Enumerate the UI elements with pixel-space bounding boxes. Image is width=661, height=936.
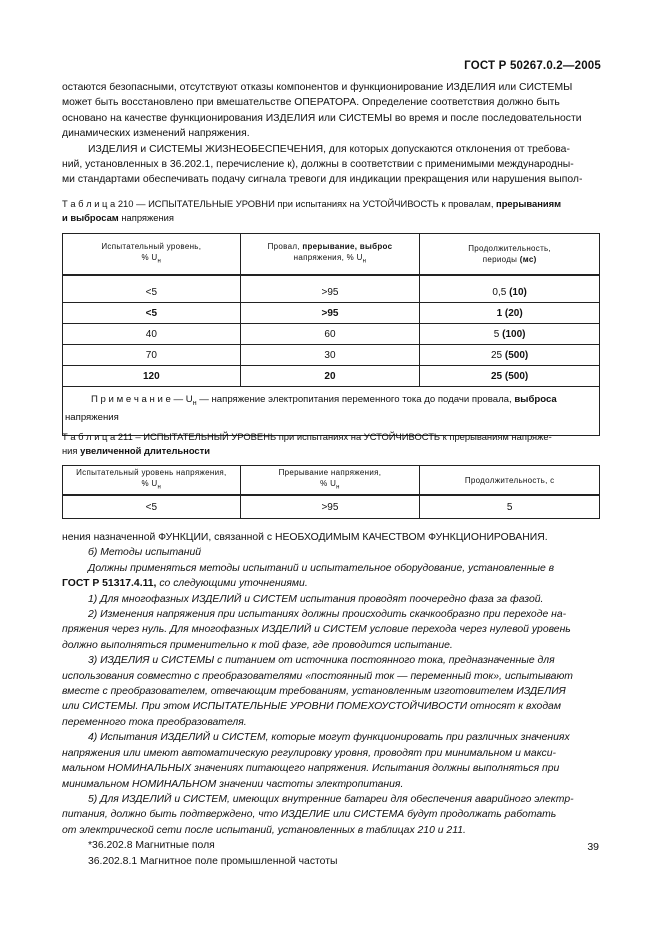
header-test-level: Испытательный уровень, % $U_н$ xyxy=(63,234,241,276)
subsection-heading: б) Методы испытаний xyxy=(88,547,202,559)
text-line: нения назначенной ФУНКЦИИ, связанной с НЕОБХОДИМЫМ КАЧЕСТВОМ ФУНКЦИОНИРОВАНИЯ. xyxy=(62,532,548,543)
table-210 xyxy=(62,233,600,436)
text-line: 1) Для многофазных ИЗДЕЛИЙ и СИСТЕМ испытания проводят поочередно фаза за фазой. xyxy=(88,593,544,605)
text-line: ний, установленных в 36.202.1, перечисление к), должны в соответствии с применимыми международны- xyxy=(62,159,574,171)
table-row: <5 >95 5 xyxy=(63,495,600,519)
text-line: от электрической сети после испытаний, установленных в таблицах 210 и 211. xyxy=(62,824,466,836)
text-line: питания, должно быть подтверждено, что ИЗДЕЛИЕ или СИСТЕМА будут продолжать работать xyxy=(62,809,557,821)
table-header-row xyxy=(63,234,600,276)
table-row: <5 >95 0,5 (10) xyxy=(63,275,600,303)
table-row: 120 20 25 (500) xyxy=(63,366,600,387)
text-line: динамических изменений напряжения. xyxy=(62,128,250,140)
text-line: напряжения или имеют автоматическую регулировку уровня, проводят при минимальном и макси- xyxy=(62,747,556,759)
text-line: ми стандартами обеспечивать подачу сигнала тревоги для индикации прекращения или нарушения выпол- xyxy=(62,174,583,186)
table-row: <5 >95 1 (20) xyxy=(63,303,600,324)
text-line: должно выполняться применительно к той фазе, где проводится испытание. xyxy=(62,639,453,651)
table-211 xyxy=(62,465,600,519)
text-line: переменного тока преобразователя. xyxy=(62,716,247,728)
text-line: может быть восстановлено при вмешательстве ОПЕРАТОРА. Определение соответствия должно быть xyxy=(62,97,560,109)
header-dip: Провал, прерывание, выброс напряжения, % $U_н$ xyxy=(240,234,420,276)
text-line: пряжения через нуль. Для многофазных ИЗДЕЛИЙ и СИСТЕМ условие перехода через нулевой уровень xyxy=(62,624,571,636)
table-row: 70 30 25 (500) xyxy=(63,345,600,366)
text-line: или СИСТЕМЫ. При этом ИСПЫТАТЕЛЬНЫЕ УРОВНИ ПОМЕХОУСТОЙЧИВОСТИ относят к входам xyxy=(62,701,561,713)
text-line: ГОСТ Р 51317.4.11, со следующими уточнениями. xyxy=(62,578,308,590)
document-header: ГОСТ Р 50267.0.2—2005 xyxy=(464,60,601,72)
table-header-row xyxy=(63,466,600,496)
text-line: 3) ИЗДЕЛИЯ и СИСТЕМЫ с питанием от источника постоянного тока, предназначенные для xyxy=(88,655,555,667)
text-line: мальном НОМИНАЛЬНЫХ значениях питающего напряжения. Испытания должны выполняться при xyxy=(62,763,560,775)
table-211-caption: Т а б л и ц а 211 – ИСПЫТАТЕЛЬНЫЙ УРОВЕНЬ при испытаниях на УСТОЙЧИВОСТЬ к прерываниям напряже- ния увеличенной длительности xyxy=(62,431,552,456)
header-duration: Продолжительность, с xyxy=(420,466,600,496)
header-interruption: Прерывание напряжения, % $U_н$ xyxy=(240,466,420,496)
table-note-row: П р и м е ч а н и е — $U_н$ — напряжение электропитания переменного тока до подачи провала, выброса напряжения xyxy=(63,387,600,436)
text-line: 5) Для ИЗДЕЛИЙ и СИСТЕМ, имеющих внутренние батареи для обеспечения аварийного электр- xyxy=(88,793,574,805)
text-line: Должны применяться методы испытаний и испытательное оборудование, установленные в xyxy=(88,562,555,574)
text-line: ИЗДЕЛИЯ и СИСТЕМЫ ЖИЗНЕОБЕСПЕЧЕНИЯ, для которых допускаются отклонения от требова- xyxy=(88,143,570,155)
header-duration: Продолжительность, периоды (мс) xyxy=(420,234,600,276)
text-line: 2) Изменения напряжения при испытаниях должны происходить скачкообразно при переходе на- xyxy=(88,609,567,621)
text-line: остаются безопасными, отсутствуют отказы компонентов и функционирование ИЗДЕЛИЯ или СИСТЕМЫ xyxy=(62,82,573,93)
body-text xyxy=(62,530,600,869)
table-row: 40 60 5 (100) xyxy=(63,324,600,345)
section-heading: *36.202.8 Магнитные поля xyxy=(88,840,215,852)
header-test-level: Испытательный уровень напряжения, % $U_н$ xyxy=(63,466,241,496)
text-line: минимальном НОМИНАЛЬНОМ значении частоты электропитания. xyxy=(62,778,404,790)
text-line: использования совместно с преобразователями «постоянный ток — переменный ток», испытывают xyxy=(62,670,573,682)
subsection-heading: 36.202.8.1 Магнитное поле промышленной частоты xyxy=(88,855,338,867)
table-210-caption: Т а б л и ц а 210 — ИСПЫТАТЕЛЬНЫЕ УРОВНИ при испытаниях на УСТОЙЧИВОСТЬ к провалам, прерываниям и выбросам напряжения xyxy=(62,198,562,223)
intro-paragraph xyxy=(62,80,600,188)
page-number: 39 xyxy=(587,841,599,853)
text-line: вместе с преобразователем, отвечающим требованиям, установленным изготовителем ИЗДЕЛИЯ xyxy=(62,686,566,698)
text-line: основано на качестве функционирования ИЗДЕЛИЯ или СИСТЕМЫ во время и после последовательности xyxy=(62,112,582,124)
text-line: 4) Испытания ИЗДЕЛИЙ и СИСТЕМ, которые могут функционировать при различных значениях xyxy=(88,732,570,744)
